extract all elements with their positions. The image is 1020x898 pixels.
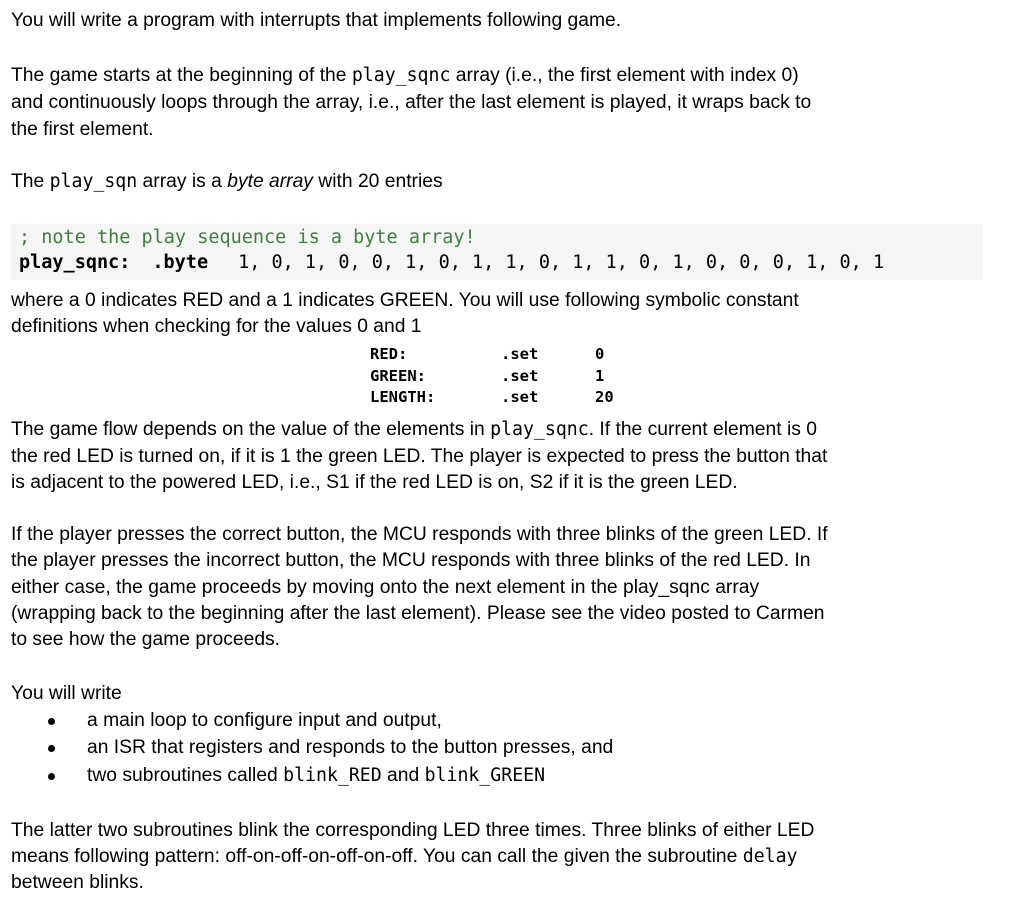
para5-line1: If the player presses the correct button, the MCU responds with three blinks of the green LED. If <box>11 524 828 545</box>
bullet-icon <box>48 718 55 725</box>
para7-line3: between blinks. <box>11 872 144 893</box>
para5-line5: to see how the game proceeds. <box>11 629 281 650</box>
para3-line1: where a 0 indicates RED and a 1 indicates GREEN. You will use following symbolic constant <box>11 290 799 311</box>
para5-line4: (wrapping back to the beginning after the last element). Please see the video posted to Carmen <box>11 603 825 624</box>
code-blink-red: blink_RED <box>283 765 382 786</box>
bullet-icon <box>48 745 55 752</box>
code-array-line <box>19 250 884 276</box>
intro-text: You will write a program with interrupts that implements following game. <box>11 10 622 31</box>
code-label: play_sqnc: <box>19 252 131 273</box>
para5-line2: the player presses the incorrect button, the MCU responds with three blinks of the red LED. In <box>11 550 811 571</box>
bullet-icon <box>48 773 55 780</box>
para7-line1: The latter two subroutines blink the corresponding LED three times. Three blinks of either LED <box>11 820 815 841</box>
code-values: 1, 0, 1, 0, 0, 1, 0, 1, 1, 0, 1, 1, 0, 1, 0, 0, 0, 1, 0, 1 <box>238 252 885 273</box>
para4-line2: the red LED is turned on, if it is 1 the green LED. The player is expected to press the button that <box>11 446 828 467</box>
para1-line1: The game starts at the beginning of the play_sqnc array (i.e., the first element with index 0) <box>11 65 799 86</box>
italic-byte-array: byte array <box>227 171 313 192</box>
paragraph-array-desc: The play_sqn array is a byte array with 20 entries <box>11 171 443 192</box>
code-play-sqnc-2: play_sqnc <box>490 419 589 440</box>
para7-line2: means following pattern: off-on-off-on-off-on-off. You can call the given the subroutine delay <box>11 846 798 867</box>
code-blink-green: blink_GREEN <box>424 765 546 786</box>
para5-line3: either case, the game proceeds by moving onto the next element in the play_sqnc array <box>11 577 760 598</box>
code-block <box>11 224 983 280</box>
para1-line3: the first element. <box>11 119 154 140</box>
code-delay: delay <box>742 846 798 867</box>
code-comment: ; note the play sequence is a byte array! <box>19 227 476 248</box>
you-will-write-heading: You will write <box>11 683 122 704</box>
code-play-sqnc: play_sqnc <box>351 65 451 86</box>
para1-line2: and continuously loops through the array, i.e., after the last element is played, it wraps back to <box>11 92 812 113</box>
code-directive: .byte <box>152 252 209 273</box>
para4-line3: is adjacent to the powered LED, i.e., S1 if the red LED is on, S2 if it is the green LED. <box>11 472 738 493</box>
para4-line1: The game flow depends on the value of the elements in play_sqnc. If the current element is 0 <box>11 419 817 440</box>
para3-line2: definitions when checking for the values 0 and 1 <box>11 316 422 337</box>
code-play-sqn: play_sqn <box>49 171 138 192</box>
